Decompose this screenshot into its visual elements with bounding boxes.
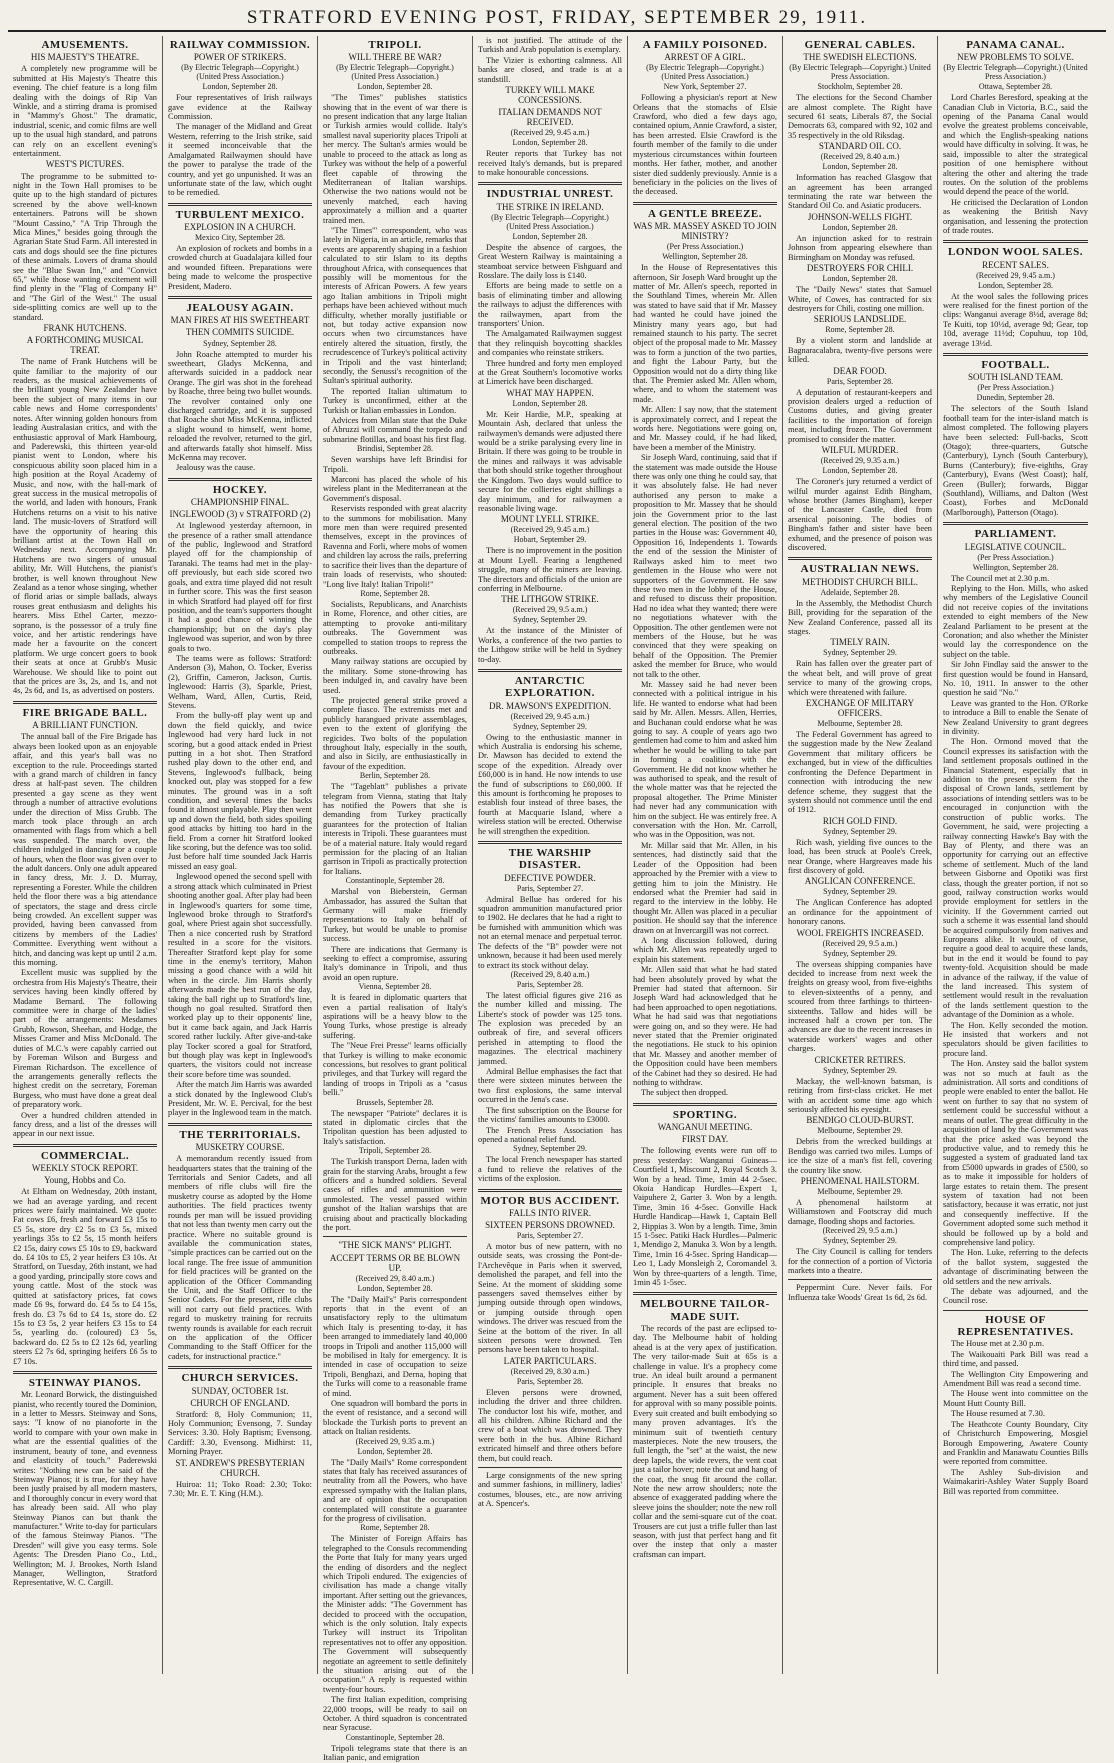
heading-london-wool-sales: LONDON WOOL SALES. xyxy=(947,246,1084,259)
article-paragraph: The annual ball of the Fire Brigade has always been looked upon as an enjoyable affair, and this year's ball was no exception to the rule. Proceedings started with a grand march of children in fancy dress at half-past seven. The children presented a gay scene as they went through a number of attractive evolutions under the direction of Miss Grubb. The march took place through an arch ornamented with flags from which a bell was suspended. The march over, the children indulged in dancing for a couple of hours, when the floor was given over to the adult dancers. Only one adult appeared in fancy dress, Mr. J. D. Murray, representing a Forester. While the children held the floor there was a big attendance of spectators, the stage and dress circle being crowded. An excellent supper was provided, having been canvassed from citizens by members of the Ladies' Committee. Everything went without a hitch, and dancing was kept up until 2 a.m. this morning. xyxy=(13,732,157,968)
subheading: SERIOUS LANDSLIDE. xyxy=(813,314,907,325)
article-paragraph: Mr. Keir Hardie, M.P., speaking at Mountain Ash, declared that unless the railwaymen's demands were adjusted there would be a strike paralysing every line in Britain. If there was going to be trouble in the mines and railways it was advisable that both should strike together throughout the Kingdom. Two days would suffice to secure for the collieries eight shillings a day minimum, and for railwaymen a reasonable living wage. xyxy=(478,409,622,513)
heading-parliament: PARLIAMENT. xyxy=(974,528,1057,541)
heading-fire-brigade-ball: FIRE BRIGADE BALL. xyxy=(22,706,148,719)
article-paragraph: Lord Charles Beresford, speaking at the Canadian Club in Victoria, B.C., said the opening of the Panama Canal would evolve the greatest problems conceivable, and which the English-speaking nations would have difficulty in solving. It was, he said, impossible to alter the strategical position of one hemisphere without altering the other and altering the trade routes. On the solution of the problems would depend the peace of the world. xyxy=(943,93,1088,197)
subheading: A FORTHCOMING MUSICAL TREAT. xyxy=(26,335,144,356)
dateline: London, September 28. xyxy=(822,466,898,476)
divider xyxy=(943,522,1088,525)
dateline: London, September 28. xyxy=(357,1283,433,1293)
article-paragraph: "The Times'" correspondent, who was lately in Nigeria, in an article, remarks that events are apparently shaping in a fashion calculated to stir Islam to its depths throughout Africa, with consequences that possibly will be momentous for the interests of African Powers. A few years ago Italian ambitions in Tripoli might perhaps have been achieved without much difficulty, whether morally justifiable or not, but today active expansion now occurs when two circumstances have entirely altered the situation, firstly, the recrudescence of Turkey's political activity in Tripoli and the vast hinterland; secondly, the Senussi's recognition of the Sultan's spiritual authority. xyxy=(323,225,467,386)
article-paragraph: The following events were run off to press yesterday: Wanganui Guineas—Courtfield 1, Miscount 2, Royal Scotch 3. Won by a head. Time, 1min 44 2-5sec. Okoia Handicap Hurdles—Expert 1, Vaipuhere 2, Garter 3. Won by a length. Time, 3min 16 4-5sec. Gonville Hack Hurdle Handicap—Hawk 1, Captain Bell 2, Hippias 3. Won by a length. Time, 3min 15 1-5sec. Patiki Hack Hurdles—Palmeric 1, Mendigo 2, Manuka 3. Won by a length. Time, 1min 16 4-5sec. Spring Handicap—Leo 1, Lady Monsleigh 2, Coromandel 3. Won by three-quarters of a length. Time, 1min 45 1-5sec. xyxy=(633,1146,777,1287)
article-paragraph: The selectors of the South Island football team for the inter-island match is almost completed. The following players have been selected: Full-backs, Scott (Otago); three-quarters, Gutsche (Canterbury), Lynch (South Canterbury), Burns (Canterbury); five-eighths, Gray (Canterbury), Evans (West Coast); half, Green (Buller); forwards, Biggar (Southland), Williams, and Dalton (West Coast), Forbes and McDonald (Marlborough), Patterson (Otago). xyxy=(943,404,1088,517)
heading-family-poisoned: A FAMILY POISONED. xyxy=(642,39,768,51)
article-paragraph: The City Council is calling for tenders for the connection of a portion of Victoria markets into a theatre. xyxy=(788,1247,932,1275)
divider xyxy=(168,296,312,299)
dateline: Tripoli, September 28. xyxy=(358,1146,432,1156)
subheading: EXCHANGE OF MILITARY OFFICERS. xyxy=(805,697,915,719)
subheading: THE LITHGOW STRIKE. xyxy=(501,594,599,605)
article-paragraph: The "Daily Mail's" Paris correspondent reports that in the event of an unsatisfactory reply to the ultimatum which Italy is presenting to-day, it has been arranged to immediately land 40,000 troops in Tripoli and another 115,000 will be mobilised in Italy for emergency. It is intended in case of occupation to seize Tripoli, Benghazi, and Derna, hoping that the Turks will come to a reasonable frame of mind. xyxy=(323,1294,467,1398)
received-line: (Received 29, 9.5 a.m.) xyxy=(512,605,588,615)
divider xyxy=(633,1103,777,1106)
divider xyxy=(168,1366,312,1369)
article-paragraph: Mr. Allen said that what he had stated had been absolutely proved by what the Premier had stated that afternoon. Sir Joseph Ward had acknowledged that he had been approached to open negotiations. What he had said was that negotiations were going on, and so they were. He had never stated that the Premier originated the negotiations. He stuck to his opinion that Mr. Massey and another member of the Opposition could have been members of the Cabinet had they so desired. He had nothing to withdraw. xyxy=(633,965,777,1088)
article-paragraph: Tripoli telegrams state that there is an Italian panic, and emigration xyxy=(323,1743,467,1763)
subheading: WHAT MAY HAPPEN. xyxy=(506,387,594,398)
heading-football: FOOTBALL. xyxy=(981,359,1050,372)
subheading: CHURCH OF ENGLAND. xyxy=(190,1397,290,1408)
dateline: Rome, September 28. xyxy=(825,325,895,335)
divider xyxy=(13,701,157,704)
received-line: (Received 29, 9.45 a.m.) xyxy=(510,128,590,138)
heading-warship-disaster: THE WARSHIP DISASTER. xyxy=(508,847,592,872)
received-line: (Received 29, 9.35 a.m.) xyxy=(355,1436,435,1446)
divider xyxy=(633,1292,777,1295)
article-paragraph: The French Press Association has opened a national relief fund. xyxy=(478,1125,622,1144)
divider xyxy=(788,1279,932,1280)
article-paragraph: The "Daily News" states that Samuel White, of Cowes, has contracted for six destroyers for Chili, costing one million. xyxy=(788,285,932,313)
article-paragraph: Following a physician's report at New Orleans that the stomachs of Elsie Crawford, who died a few days ago, contained opium, Annie Crawford, a sister, has been arrested. Elsie Crawford is the fourth member of the family to die under mysterious circumstances within fourteen months. Her father, mother, and another sister died suddenly previously. Annie is a beneficiary in the policies on the lives of the deceased. xyxy=(633,93,777,197)
article-paragraph: Mr. Millar said that Mr. Allen, in his sentences, had distinctly said that the Leader of the Opposition had been approached by the Premier with a view to getting him to join the Ministry. He endorsed what the Premier had said in regard to the interview in the lobby. He thought Mr. Allen was placed in a peculiar position. He should say that the inference drawn on at Invercargill was not correct. xyxy=(633,840,777,935)
dateline: Paris, September 27. xyxy=(516,1230,584,1240)
subheading: DESTROYERS FOR CHILI. xyxy=(806,263,914,274)
dateline: Sydney, September 29. xyxy=(823,1065,897,1075)
article-paragraph: Admiral Bellue has ordered for his squadron ammunition manufactured prior to 1902. He declares that he had a right to be furnished with ammunition which was not an eternal menace and perpetual terror. The defects of the "B" powder were not unknown, because it had been used merely to extract its stock without delay. xyxy=(478,894,622,970)
dateline: Berlin, September 28. xyxy=(359,771,431,781)
article-paragraph: From the bully-off play went up and down the field quickly, and twice Inglewood had very hard luck in not scoring, but a good attack ended in Priest putting in a hot shot. Then Stratford rushed play down to the other end, and Stevens, Inglewood's fullback, being knocked out, play was stopped for a few minutes. The ground was in a soft condition, and several times the backs found it almost unplayable. Play then went up and down the field, both sides spoiling good attacks by hitting too hard in the field. From a corner hit Stratford looked like scoring, but the defence was too solid. Just before half time sounded Jack Harris missed an easy goal. xyxy=(168,711,312,871)
article-paragraph: At the wool sales the following prices were realised for the finest portion of the clips: Wanganui average 8½d, average 8d; Te Kuiti, top 10½d, average 9d; Gear, top 10d, average 11½d; Copuhuu, top 10d, average 13½d. xyxy=(943,291,1088,348)
article-paragraph: The debate was adjourned, and the Council rose. xyxy=(943,1287,1088,1306)
subheading: STANDARD OIL CO. xyxy=(818,141,902,152)
heading-hockey: HOCKEY. xyxy=(212,483,268,496)
article-paragraph: The House went into committee on the Mount Hutt County Bill. xyxy=(943,1389,1088,1408)
article-paragraph: Stratford: 8, Holy Communion; 11, Holy Communion; Evensong, 7. Sunday Services: 3.30. Holy Baptism; Evensong. Cardiff: 3.30, Evensong. Midhirst: 11, Morning Prayer. xyxy=(168,1409,312,1457)
subheading: DEAR FOOD. xyxy=(833,365,887,376)
subheading: EXPLOSION IN A CHURCH. xyxy=(184,222,296,233)
heading-commercial: COMMERCIAL. xyxy=(40,1149,130,1162)
subheading: A BRILLIANT FUNCTION. xyxy=(32,720,138,731)
article-paragraph: The Hon. Anstey said the ballot system was not so much at fault as the administration. All sorts and conditions of people were enabled to enter the ballot. He went on further to say that no system of settlement could be successful without a means of outlet. The great difficulty in the acquisition of land by the Government was that the price asked was beyond the productive value, and to remedy this he suggested a system of graduated land tax from £5000 upwards in grades of £500, so as to make it impossible for holders of large estates to retain them. The present system of taxation had not been satisfactory, because it was erratic, not just and consequently ineffective. If the Government adopted some such method it should be followed up by a bold and comprehensive land policy. xyxy=(943,1059,1088,1247)
subheading: THE STRIKE IN IRELAND. xyxy=(496,201,604,212)
subheading: CHAMPIONSHIP FINAL. xyxy=(190,497,290,508)
article-paragraph: A long discussion followed, during which Mr. Allen was repeatedly urged to explain his statement. xyxy=(633,935,777,964)
subheading: FALLS INTO RIVER. xyxy=(509,1207,591,1218)
advertisement: Large consignments of the new spring and summer fashions, in millinery, ladies' costumes, blouses, etc., are now arriving at A. Spencer's. xyxy=(478,1471,622,1509)
subheading: RECENT SALES. xyxy=(982,259,1049,270)
subheading: SUNDAY, OCTOBER 1st. xyxy=(191,1385,289,1396)
subheading: PHENOMENAL HAILSTORM. xyxy=(800,1176,920,1186)
article-paragraph: Sir Joseph Ward, continuing, said that if the statement was made outside the House there was only one thing he could say, that it was absolutely false. He had never authorised any person to make a proposition to Mr. Massey that he should join the Government prior to the last general election. The position of the two parties in the House was: Government 40, Opposition 16, Independents 1. Towards the end of the session the Minister of Railways asked him to meet two gentlemen in the House who were not supporters of the Government. He saw these two men in the lobby of the House, and refused to discuss their proposition. Had no idea what they wanted; there were no negotiations whatever with the Opposition. The other gentlemen were not members of the House, but he was convinced that they were speaking on behalf of the Opposition. The Premier asked the member for Bruce, who would not talk to the other. xyxy=(633,453,777,679)
article-paragraph: The reported Italian ultimatum to Turkey is unconfirmed, either at the Turkish or Italian embassies in London. xyxy=(323,386,467,415)
article-paragraph: Information has reached Glasgow that an agreement has been arranged terminating the rate war between the Standard Oil Co. and Asiatic producers. xyxy=(788,173,932,211)
article-paragraph: The name of Frank Hutchens will be quite familiar to the majority of our readers, as the musical achievements of the brilliant young New Zealander have been the subject of many items in our cable news and Home correspondents' notes. After winning golden honours from leading Australasian critics, and with the enthusiastic approval of Mark Hambourg, and Paderewski, this thirteen year-old pianist went to London, where his conspicuous ability soon placed him in a high position at the Royal Academy of Music, and now, with the hall-mark of great success in the musical metropolis of the world, and laden with honours, Frank Hutchens returns on a visit to his native land. The music-lovers of Stratford will have the opportunity of hearing this brilliant artist at the Town Hall on Wednesday next. Accompanying Mr. Hutchens are two singers of unusual ability, Mr. Will Hutchens, the pianist's brother, is well known throughout New Zealand as a tenor whose singing, whether of florid arias or simple ballads, always rouses great enthusiasm and delights his hearers. Miss Ethel Carter, mezzo-soprano, is the possessor of a truly fine voice, and her artistic renderings have made her a favourite on the concert platform. We urge concert goers to book their seats at once at Grubb's Music Warehouse. We should like to point out that the prices are 3s, 2s, and 1s, and not 4s, 2s 6d, and 1s, as advertised on posters. xyxy=(13,357,157,696)
columns xyxy=(8,36,1106,1763)
article-paragraph: In the Assembly, the Methodist Church Bill, providing for the separation of the New Zealand Conference, passed all its stages. xyxy=(788,598,932,636)
article-paragraph: At the instance of the Minister of Works, a conference of the two parties to the Lithgow strike will be held in Sydney to-day. xyxy=(478,626,622,664)
article-paragraph: The "Tageblatt" publishes a private telegram from Vienna, stating that Italy has notified the Powers that she is demanding from Turkey practically guarantees for the protection of Italian interests in Tripoli. These guarantees must be of a material nature. Italy would regard permission for the placing of an Italian garrison in Tripoli as practically protection for Italians. xyxy=(323,782,467,876)
article-paragraph: Marconi has placed the whole of his wireless plant in the Mediterranean at the Government's disposal. xyxy=(323,475,467,503)
heading-territorials: THE TERRITORIALS. xyxy=(179,1128,301,1141)
subheading: CRICKETER RETIRES. xyxy=(814,1054,906,1065)
dateline: Brussels, September 28. xyxy=(356,1097,434,1107)
heading-house-of-representatives: HOUSE OF REPRESENTATIVES. xyxy=(957,1313,1074,1339)
article-paragraph: Efforts are being made to settle on a basis of eliminating timber and allowing the railways to adjust the differences with the railwaymen, apart from the transporters' Union. xyxy=(478,281,622,328)
dateline: Mexico City, September 28. xyxy=(195,233,285,243)
article-paragraph: He criticised the Declaration of London as weakening the British Navy organisation, and lessening the protection of trade routes. xyxy=(943,197,1088,235)
received-line: (Received 29, 9.5 a.m.) xyxy=(822,938,898,948)
dateline: New York, September 27. xyxy=(663,82,747,92)
article-paragraph: Debris from the wrecked buildings at Bendigo was carried two miles. Lumps of ice the size of a man's fist fell, covering the country like snow. xyxy=(788,1137,932,1175)
article-paragraph: After the match Jim Harris was awarded a stick donated by the Inglewood Club's President, Mr. W. E. Percival, for the best player in the Inglewood team in the match. xyxy=(168,1080,312,1118)
article-paragraph: Many railway stations are occupied by the military. Some stone-throwing has been indulged in, and cavalry have been used. xyxy=(323,657,467,695)
column-3 xyxy=(318,36,473,1763)
subheading: NEW PROBLEMS TO SOLVE. xyxy=(957,52,1074,63)
subheading: DEFECTIVE POWDER. xyxy=(504,872,596,883)
dateline: Sydney, September 29. xyxy=(513,615,587,625)
article-paragraph: The latest official figures give 216 as the number killed and missing. The Liberte's stock of powder was 125 tons. The explosion was preceded by an outbreak of fire, and several officers perished in attempting to flood the magazines. The electrical machinery jammed. xyxy=(478,990,622,1066)
advertisement: Peppermint Cure. Never fails. For Influenza take Woods' Great 1s 6d, 2s 6d. xyxy=(788,1283,932,1302)
dateline: London, September 28. xyxy=(357,1446,433,1456)
article-paragraph: The subject then dropped. xyxy=(641,1088,728,1098)
article-paragraph: A deputation of restaurant-keepers and provision dealers urged a reduction of Customs duties, and giving greater facilities to the importation of foreign meat, including frozen. The Government promised to consider the matter. xyxy=(788,387,932,444)
article-paragraph: At Eltham on Wednesday, 20th instant, we had an average yarding, and recent prices were fairly maintained. We quote: Fat cows £6, fresh and forward £3 15s to £5 5s, store dry £2 5s to £3 5s, mixed yearlings 35s to £2 5s, 15 month heifers £2 15s, dairy cows £5 10s to £9, backward do. £4 10s to £5, 2 year heifers £3 10s. At Stratford, on Tuesday, 26th instant, we had a good yarding, principally store cows and young cattle. Most of the stock was quitted at satisfactory prices, fat cows made £6 9s, forward do. £4 5s to £4 15s, fresh do. £3 7s 6d to £4 1s, store do. £2 15s to £3 5s, 2 year heifers £3 15s to £4 5s, yearling do. (coloured) £3 5s, backward do. £2 5s to £2 12s 6d, yearling steers £2 7s 6d, springing heifers £6 5s to £7 10s. xyxy=(13,1187,157,1366)
heading-jealousy-again: JEALOUSY AGAIN. xyxy=(186,302,294,315)
dateline: Paris, September 28. xyxy=(516,1376,584,1386)
article-paragraph: Admiral Bellue emphasises the fact that there were sixteen minutes between the two first explosions, the same interval occurred in the Jena's case. xyxy=(478,1067,622,1105)
dateline: Paris, September 28. xyxy=(516,979,584,989)
article-paragraph: One squadron will bombard the ports in the event of resistance, and a second will blockade the Turkish ports to prevent an attack on Italian residents. xyxy=(323,1399,467,1437)
received-line: (Received 29, 8.40 a.m.) xyxy=(355,1273,435,1283)
article-paragraph: Four representatives of Irish railways gave evidence at the Railway Commission. xyxy=(168,93,312,122)
divider xyxy=(168,203,312,206)
article-paragraph: Mr. Massey said he had never been connected with a political intrigue in his life. He wanted to endorse what had been said by Mr. Allen. Messrs. Allen, Herries, and Buchanan could endorse what he was going to say. A couple of years ago two gentlemen had come to him and asked him whether he would be willing to take part in forming a coalition with the Government. He did not know whether he was authorised to speak, and the result of the whole matter was that he rejected the proposal altogether. The Prime Minister had never had any communication with him on the subject. He was entirely free. A conversation with the Hon. Mr. Carroll, who was in the Opposition, was not. xyxy=(633,679,777,840)
dateline: London, September 28. xyxy=(822,274,898,284)
dateline: Melbourne, September 29. xyxy=(817,1187,903,1197)
credit-line: (By Electric Telegraph—Copyright.) (United Press Association.) xyxy=(943,63,1088,82)
credit-line: (By Electric Telegraph—Copyright.) (United Press Association.) xyxy=(181,63,299,82)
article-paragraph: Mr. Leonard Borwick, the distinguished pianist, who recently toured the Dominion, in a letter to Messrs. Steinway and Sons, says: "I know of no pianoforte in the world to compare with your own make in what are the essential qualities of the instrument, beauty of tone, and evenness and elasticity of touch." Paderewski writes: "Nothing new can be said of the Steinway Pianos; it is true, for they have been justly praised by all modern masters, and I thoroughly concur in every word that has already been said. All who play Steinway Pianos can but thank the manufacturer." Write to-day for particulars of the famous Steinway Pianos. "The Dresden" will give you easy terms. Sole Agents: The Dresden Piano Co., Ltd., Wellington; M. J. Brookes, North Island Manager, Wellington, Stratford Representative, W. C. Cargill. xyxy=(13,1390,157,1588)
article-paragraph: The projected general strike proved a complete fiasco. The extremists met and publicly harangued private assemblages, even to the extent of glorifying the regicides. Two bolts of the population throughout Italy, especially in the south, and also in Sicily, are enthusiastically in favour of the expedition. xyxy=(323,695,467,771)
dateline: Brindisi, September 28. xyxy=(357,444,433,454)
column-7 xyxy=(938,36,1093,1674)
divider xyxy=(323,1236,467,1237)
subheading: POWER OF STRIKERS. xyxy=(193,52,287,63)
article-paragraph: There are indications that Germany is seeking to effect a compromise, assuring Italy's dominance in Tripoli, and thus avoid an open rupture. xyxy=(323,944,467,982)
dateline: Wellington, September 28. xyxy=(662,252,748,262)
heading-gentle-breeze: A GENTLE BREEZE. xyxy=(647,207,763,220)
heading-tripoli: TRIPOLI. xyxy=(368,39,422,51)
divider xyxy=(478,669,622,672)
dateline: Paris, September 28. xyxy=(826,376,894,386)
article-paragraph: The Minister of Foreign Affairs has telegraphed to the Consuls recommending the Porte that Italy for many years urged the ending of disorders and the neglect which Tripoli endured. The exigencies of civilisation has made a change vitally important. After setting out the grievances, the Minister adds: "The Government has decided to proceed with the occupation, which is the only solution. Italy expects Turkey will instruct its Tripolitan representatives not to offer any opposition. The Government will subsequently negotiate an agreement to settle definitely the situation arising out of the occupation." A reply is requested within twenty-four hours. xyxy=(323,1534,467,1694)
article-paragraph: Despite the absence of cargoes, the Great Western Railway is maintaining a steamboat service between Fishguard and Rosslare. The daily loss is £140. xyxy=(478,242,622,280)
subheading: HIS MAJESTY'S THEATRE. xyxy=(30,52,140,63)
subheading: THEN COMMITS SUICIDE. xyxy=(185,327,295,338)
dateline: Melbourne, September 29. xyxy=(817,1126,903,1136)
article-paragraph: It is feared in diplomatic quarters that even a partial realisation of Italy's aspirations will be a heavy blow to the Young Turks, whose prestige is already suffering. xyxy=(323,993,467,1040)
subheading: ANGLICAN CONFERENCE. xyxy=(804,876,916,887)
heading-railway-commission: RAILWAY COMMISSION. xyxy=(169,39,311,51)
subheading: DR. MAWSON'S EXPEDITION. xyxy=(489,700,611,711)
article-paragraph: Rich wash, yielding five ounces to the load, has been struck at Poole's Creek, near Orange, where Hargreaves made his first discovery of gold. xyxy=(788,837,932,875)
article-paragraph: The Anglican Conference has adopted an ordinance for the appointment of honorary canons. xyxy=(788,898,932,927)
article-paragraph: The Amalgamated Railwaymen suggest that they relinquish boycotting shackles and companies who reinstate strikers. xyxy=(478,329,622,358)
article-paragraph: A completely new programme will be submitted at His Majesty's Theatre this evening. The chief feature is a long film dealing with the doings of Rip Van Winkle, and a stirring drama is promised in "Mammy's Ghost." The dramatic, industrial, scenic, and comic films are well up to the usual high standard, and patrons can rely on an excellent evening's entertainment. xyxy=(13,64,157,159)
article-paragraph: Eleven persons were drowned, including the driver and three children. The conductor lost his wife, mother, and all his children. Albine Richard and the crew of a boat which was drowned. They were both in the bus. Albine Richard extricated himself and three others before them, but could reach. xyxy=(478,1387,622,1463)
article-paragraph: The Heathcote County Boundary, City of Christchurch Empowering, Mosgiel Borough Empowering, Awatere County and Franklin and Manawatu Counties Bills were reported from committee. xyxy=(943,1419,1088,1467)
credit-line: (Per Press Association.) xyxy=(666,242,744,252)
dateline: Sydney, September 29. xyxy=(823,648,897,658)
article-paragraph: The overseas shipping companies have decided to increase from next week the freights on greasy wool, from five-eighths to eleven-sixteenths of a penny, and scoured from three farthings to thirteen-sixteenths. Tallow and hides will be increased half a crown per ton. The advances are due to the recent increases in waterside workers' wages and other charges. xyxy=(788,959,932,1054)
divider xyxy=(168,1123,312,1126)
dateline: Sydney, September 29. xyxy=(513,1144,587,1154)
credit-line: (By Electric Telegraph—Copyright.) (United Press Association.) xyxy=(646,63,764,82)
dateline: Paris, September 27. xyxy=(516,883,584,893)
subheading: METHODIST CHURCH BILL. xyxy=(801,576,919,587)
subheading: INGLEWOOD (3) v STRATFORD (2) xyxy=(169,509,311,520)
dateline: Melbourne, September 28. xyxy=(817,719,903,729)
article-paragraph: In the House of Representatives this afternoon, Sir Joseph Ward brought up the matter of Mr. Allen's speech, reported in the Southland Times, wherein Mr. Allen was stated to have said that if Mr. Massey had wanted he could have joined the Ministry many years ago, but had remained staunch to his party. The secret object of the proposal made to Mr. Massey was to form a junction of the two parties, and fight the Labour Party, but the Opposition would not do a dirty thing like that. The Premier asked Mr. Allen whom, where, and to whom the statement was made. xyxy=(633,263,777,404)
article-paragraph: The manager of the Midland and Great Western, referring to the Irish strike, said it seemed inconceivable that the Amalgamated Railwaymen should have the power to paralyse the trade of the country, and yet go unpunished. It was an unfortunate state of the law, which ought to be remedied. xyxy=(168,122,312,198)
article-paragraph: Jealousy was the cause. xyxy=(176,463,256,473)
divider xyxy=(943,353,1088,356)
subheading: RICH GOLD FIND. xyxy=(822,815,898,826)
article-paragraph: An injunction asked for to restrain Johnson from appearing elsewhere than Birmingham on Monday was refused. xyxy=(788,233,932,262)
divider xyxy=(168,478,312,481)
dateline: Vienna, September 28. xyxy=(358,982,432,992)
masthead: STRATFORD EVENING POST, FRIDAY, SEPTEMBER 29, 1911. xyxy=(8,6,1106,32)
article-paragraph: The programme to be submitted to-night in the Town Hall promises to be quite up to the high standard of pictures screened by the above well-known entertainers. Patrons will be shown "Mount Cassino," "A Trip Through the Mica Mines," besides going through the Agrarian State Stud Farm. All interested in cats and dogs should see the fine pictures of these animals. Lovers of drama should see the "Blue Swan Inn," and "Convict 65," while those wanting excitement will find plenty in the "Flag of Company H" and "The Girl of the West." The usual side-splitting comics are well up to the standard. xyxy=(13,171,157,322)
article-paragraph: Replying to the Hon. Mills, who asked why members of the Legislative Council did not receive copies of the invitations extended to eight members of the New Zealand Parliament to be present at the Coronation; and also whether the Minister would lay the correspondence on the subject on the table. xyxy=(943,583,1088,659)
dateline: Hobart, September 29. xyxy=(513,535,587,545)
article-paragraph: A motor bus of new pattern, with no outside seats, was crossing the Pont-de-l'Archevêque in Paris when it swerved, demolished the parapet, and fell into the Seine. At the moment of skidding some passengers saved themselves either by jumping outside through open windows, or jumping outside through open windows. The driver was rescued from the Seine at the bottom of the river. In all sixteen persons were drowned. Ten persons have been taken to hospital. xyxy=(478,1241,622,1355)
article-paragraph: The House met at 2.30 p.m. xyxy=(951,1339,1045,1349)
article-paragraph: is not justified. The attitude of the Turkish and Arab population is exemplary. xyxy=(478,36,622,55)
article-paragraph: The Hon. Luke, referring to the defects of the ballot system, suggested the advantage of discriminating between the old settlers and the new arrivals. xyxy=(943,1248,1088,1286)
article-paragraph: The Vizier is exhorting calmness. All banks are closed, and trade is at a standstill. xyxy=(478,55,622,84)
article-paragraph: There is no improvement in the position at Mount Lyell. Fearing a lengthened struggle, many of the miners are leaving. The directors and officials of the union are conferring in Melbourne. xyxy=(478,546,622,593)
subheading: LEGISLATIVE COUNCIL. xyxy=(964,541,1067,552)
subheading: MOUNT LYELL STRIKE. xyxy=(500,514,600,525)
column-5 xyxy=(628,36,783,1674)
article-paragraph: The "Daily Mail's" Rome correspondent states that Italy has received assurances of neutrality from all the Powers, who have expressed sympathy with the Italian plans, and are of opinion that the occupation contemplated will constitute a guarantee for the progress of civilisation. xyxy=(323,1457,467,1523)
article-paragraph: Advices from Milan state that the Duke of Abruzzi will command the torpedo and submarine flotillas, and boast his first flag. xyxy=(323,416,467,444)
heading-turbulent-mexico: TURBULENT MEXICO. xyxy=(175,208,305,221)
article-paragraph: The newspaper "Patriote" declares it is stated in diplomatic circles that the Tripolitan question has been adjusted to Italy's satisfaction. xyxy=(323,1108,467,1146)
article-paragraph: The Coroner's jury returned a verdict of wilful murder against Edith Bingham, whose brother (James Bingham), keeper of the Lancaster Castle, died from arsenical poisoning. The bodies of Bingham's father and sister have been exhumed, and the presence of poison was discovered. xyxy=(788,477,932,552)
subheading: WANGANUI MEETING. xyxy=(657,1122,753,1133)
subheading: TIMELY RAIN. xyxy=(830,637,890,648)
dateline: Rome, September 28. xyxy=(360,588,430,598)
dateline: London, September 28. xyxy=(822,222,898,232)
article-paragraph: Inglewood opened the second spell with a strong attack which culminated in Priest shooting another goal. After play had been in Inglewood's quarters for some time, Inglewood broke through to Stratford's goal, where Priest again shot successfully. Then a nice concerted rush by Stratford resulted in a score for the visitors. Thereafter Stratford kept play for some time in the enemy's territory, Mahon missing a good chance with a wild hit when in the circle. Jim Harris shortly afterwards made the best run of the day, taking the ball right up to Stratford's line, though no goal resulted. Stratford then worked play up to their opponents' line, but it came back again, and Jack Harris scored rather luckily. After give-and-take play Tocker scored a goal for Stratford, but though play was kept in Inglewood's quarters, the visitors could not increase their score before time was sounded. xyxy=(168,872,312,1079)
subheading: WAS MR. MASSEY ASKED TO JOIN MINISTRY? xyxy=(633,221,777,242)
article-paragraph: "The Times" publishes statistics showing that in the event of war there is no present indication that any large Italian or Turkish armies would collide. Italy's smallest naval superiority places Tripoli at her mercy. The Sultan's armies would be unable to proceed to the attack as long as Turkey was without the help of a powerful fleet capable of throwing the Mediterranean of Italian warships. Otherwise the two nations would not be unevenly matched, each having approximately a million and a quarter trained men. xyxy=(323,93,467,225)
credit-line: (Per Press Association.) xyxy=(977,383,1054,393)
subheading: JOHNSON-WELLS FIGHT. xyxy=(807,211,913,222)
article-paragraph: Reservists responded with great alacrity to the summons for mobilisation. Many more men than were required presented themselves, except in the provinces of Ravenna and Forli, where mobs of women and children lay across the rails, preferring to sacrifice their lives than the departure of train loads of reservists, who shouted: "Long live Italy! Italian Tripoli!" xyxy=(323,504,467,589)
article-paragraph: The "Neue Frei Presse" learns officially that Turkey is willing to make economic concessions, but resolves to grant political privileges, and that Turkey will regard the landing of troops in Tripoli as a "casus belli." xyxy=(323,1041,467,1098)
article-paragraph: The House resumed at 7.30. xyxy=(951,1409,1045,1419)
subheading: WEEKLY STOCK REPORT. xyxy=(31,1163,139,1174)
subheading: TURKEY WILL MAKE CONCESSIONS. xyxy=(505,85,595,106)
received-line: (Received 29, 9.45 a.m.) xyxy=(510,525,590,535)
dateline: London, September 28. xyxy=(512,231,588,241)
dateline: Dunedin, September 28. xyxy=(976,393,1055,403)
divider xyxy=(478,182,622,185)
article-paragraph: Sir John Findlay said the answer to the first question would be found in Hansard, No. 10, 1911. In answer to the other question he said "No." xyxy=(943,660,1088,698)
article-paragraph: John Roache attempted to murder his sweetheart, Gladys McKenna, and afterwards suicided in a paddock near Orange. The girl was shot in the forehead by Roache, three being two bullet wounds. The revolver contained only one discharged cartridge, and it is supposed that Roache shot Miss McKenna, inflicted a slight wound to himself, went home, reloaded the revolver, returned to the girl, and afterwards fatally shot himself. Miss McKenna may recover. xyxy=(168,349,312,462)
subheading: WILFUL MURDER. xyxy=(821,445,899,456)
article-paragraph: An explosion of rockets and bombs in a crowded church at Guadalajara killed four and wounded fifteen. Preparations were being made to welcome the prospective President, Madero. xyxy=(168,244,312,291)
subheading: ITALIAN DEMANDS NOT RECEIVED. xyxy=(498,107,602,128)
heading-motor-bus-accident: MOTOR BUS ACCIDENT. xyxy=(480,1194,620,1207)
heading-australian-news: AUSTRALIAN NEWS. xyxy=(800,563,920,576)
article-paragraph: The Wellington City Empowering and Amendment Bill was read a second time. xyxy=(943,1369,1088,1389)
credit-line: (By Electric Telegraph—Copyright.) (United Press Association.) xyxy=(491,212,609,231)
dateline: Adelaide, September 28. xyxy=(820,587,900,597)
subheading: MUSKETRY COURSE. xyxy=(195,1142,285,1153)
article-paragraph: By a violent storm and landslide at Bagnaracalabra, twenty-five persons were killed. xyxy=(788,336,932,365)
credit-line: (By Electric Telegraph—Copyright.) United Press Association. xyxy=(789,63,931,82)
article-paragraph: The local French newspaper has started a fund to relieve the relatives of the victims of the explosion. xyxy=(478,1155,622,1184)
article-paragraph: A phenomenal hailstorm at Williamstown and Footscray did much damage, flooding shops and factories. xyxy=(788,1198,932,1226)
divider xyxy=(788,557,932,560)
heading-sporting: SPORTING. xyxy=(672,1108,738,1121)
article-paragraph: Marshal von Bieberstein, German Ambassador, has assured the Sultan that Germany will make friendly representations to Italy on behalf of Turkey, but would be unable to promise success. xyxy=(323,887,467,944)
article-paragraph: The Turkish transport Derna, laden with grain for the starving Arabs, brought a few officers and a hundred soldiers. Several cases of rifles and ammunition were unmolested. The vessel passed within gunshot of the Italian warships that are cruising about and practically blockading the port. xyxy=(323,1157,467,1233)
article-paragraph: Over a hundred children attended in fancy dress, and a list of the dresses will appear in our next issue. xyxy=(13,1110,157,1139)
column-1 xyxy=(8,36,163,1674)
credit-line: (Per Press Association.) xyxy=(977,552,1054,562)
subheading: WEST'S PICTURES. xyxy=(45,159,125,170)
received-line: (Received 29, 8.40 a.m.) xyxy=(510,969,590,979)
heading-panama-canal: PANAMA CANAL. xyxy=(966,39,1065,51)
subheading: ACCEPT TERMS OR BE BLOWN UP. xyxy=(329,1252,461,1273)
divider xyxy=(633,202,777,205)
article-paragraph: Mackay, the well-known batsman, is retiring from first-class cricket. He met with an accident some time ago which seriously affected his eyesight. xyxy=(788,1076,932,1114)
received-line: (Received 29, 8.30 a.m.) xyxy=(510,1366,590,1376)
divider xyxy=(478,1189,622,1192)
subheading: MAN FIRES AT HIS SWEETHEART xyxy=(170,315,310,326)
article-paragraph: The elections for the Second Chamber are almost complete. The Right have secured 61 seats, Liberals 87, the Social Democrats 63, compared with 92, 102 and 35 respectively in the old Riksdag. xyxy=(788,93,932,140)
subheading: ARREST OF A GIRL. xyxy=(664,52,746,63)
heading-industrial-unrest: INDUSTRIAL UNREST. xyxy=(486,188,614,201)
subheading: SIXTEEN PERSONS DROWNED. xyxy=(485,1219,615,1230)
subheading: FIRST DAY. xyxy=(681,1134,729,1145)
subheading: Young, Hobbs and Co. xyxy=(44,1175,126,1186)
dateline: Sydney, September 29. xyxy=(823,1236,897,1246)
article-paragraph: Owing to the enthusiastic manner in which Australia is endorsing his scheme, Dr. Mawson has decided to extend the scope of the expedition. Already over £60,000 is in hand. He now intends to use the fund of subscriptions to £60,000. If this amount is forthcoming he proposes to establish four instead of three bases, the fourth at Macquarie Island, where a wireless station will be erected. Otherwise he will strengthen the expedition. xyxy=(478,732,622,836)
received-line: (Received 29, 9.5 a.m.) xyxy=(822,1226,898,1236)
divider xyxy=(478,841,622,844)
divider xyxy=(13,1371,157,1374)
heading-church-services: CHURCH SERVICES. xyxy=(181,1372,299,1385)
divider xyxy=(943,240,1088,243)
article-paragraph: The Hon. Kelly seconded the motion. He insisted that workers and not speculators should be given facilities to procure land. xyxy=(943,1020,1088,1058)
credit-line: (By Electric Telegraph—Copyright.) (United Press Association.) xyxy=(336,63,454,82)
dateline: Rome, September 28. xyxy=(360,1523,430,1533)
column-6 xyxy=(783,36,938,1674)
dateline: Wellington, September 28. xyxy=(972,562,1059,572)
article-paragraph: A memorandum recently issued from headquarters states that the training of the Territorials and Senior Cadets, and all members of rifle clubs will fire the musketry course as adopted by the Home authorities. The field practices twenty rounds per man will be issued providing that not less than twenty men carry out the practice. Where no suitable ground is available the communication states, "simple practices can be carried out on the local range. The free issue of ammunition for field practices will be granted on the application of the Officer Commanding the Unit, and the Staff Officer to the Senior Cadets. For the present, rifle clubs will not carry out field practices. With regard to musketry training for recruits twenty rounds is available for each recruit on the application of the Officer Commanding to the Staff Officer for the cadets, for instructional practice." xyxy=(168,1154,312,1361)
heading-antarctic-exploration: ANTARCTIC EXPLORATION. xyxy=(505,674,595,700)
dateline: London, September 28. xyxy=(512,398,588,408)
heading-tailor-made-suit: MELBOURNE TAILOR-MADE SUIT. xyxy=(640,1298,770,1323)
article-paragraph: The Waikouaiti Park Bill was read a third time, and passed. xyxy=(943,1349,1088,1369)
received-line: (Received 29, 9.45 a.m.) xyxy=(976,270,1055,280)
divider xyxy=(13,1144,157,1147)
dateline: Sydney, September 29. xyxy=(823,887,897,897)
article-paragraph: Leave was granted to the Hon. O'Rorke to introduce a Bill to enable the Senate of New Zealand University to grant degrees in divinity. xyxy=(943,698,1088,737)
dateline: London, September 28. xyxy=(512,138,588,148)
subheading: SOUTH ISLAND TEAM. xyxy=(967,372,1064,383)
dateline: London, September 28. xyxy=(357,82,433,92)
article-paragraph: Huiroa: 11; Toko Road: 2.30; Toko: 7.30; Mr. E. T. King (H.M.). xyxy=(168,1479,312,1499)
article-paragraph: Socialists, Republicans, and Anarchists in Rome, Florence, and other cities, are attempting to provoke anti-military outbreaks. The Government was compelled to station troops to repress the outbreaks. xyxy=(323,599,467,656)
dateline: Sydney, September 29. xyxy=(823,826,897,836)
dateline: Sydney, September 29. xyxy=(513,721,587,731)
received-line: (Received 29, 9.45 a.m.) xyxy=(510,711,590,721)
dateline: Constantinople, September 28. xyxy=(345,1732,445,1742)
subheading: LATER PARTICULARS. xyxy=(503,1355,597,1366)
divider xyxy=(478,1467,622,1468)
article-paragraph: Excellent music was supplied by the orchestra from His Majesty's Theatre, their services having been kindly offered by Madame Bernard. The following committee were in charge of the ladies' part of the arrangements: Mesdames Grubb, Rowson, Sheehan, and Hodge, the Misses Cramer and Miss McDonald. The duties of M.C.'s were capably carried out by Foreman Wilson and Burgess and Fireman Richardson. The excellence of the arrangements generally reflects the highest credit on the secretary, Foreman Burgess, who must have done a great deal of preparatory work. xyxy=(13,968,157,1110)
column-2 xyxy=(163,36,318,1674)
article-paragraph: The Ashley Sub-division and Waimakariri-Ashley Water Supply Board Bill was reported from committee. xyxy=(943,1467,1088,1496)
dateline: London, September 28. xyxy=(977,280,1054,290)
subheading: THE SWEDISH ELECTIONS. xyxy=(803,52,917,63)
dateline: London, September 28. xyxy=(822,162,898,172)
heading-amusements: AMUSEMENTS. xyxy=(41,39,129,51)
subheading: BENDIGO CLOUD-BURST. xyxy=(806,1115,914,1126)
column-4 xyxy=(473,36,628,1674)
subheading: ST. ANDREW'S PRESBYTERIAN CHURCH. xyxy=(175,1457,305,1478)
subheading: WILL THERE BE WAR? xyxy=(348,52,442,63)
divider xyxy=(943,1310,1088,1311)
subheading: "THE SICK MAN'S" PLIGHT. xyxy=(338,1240,452,1251)
article-paragraph: The Council met at 2.30 p.m. xyxy=(951,573,1050,583)
received-line: (Received 29, 9.35 a.m.) xyxy=(820,456,900,466)
article-paragraph: At Inglewood yesterday afternoon, in the presence of a rather small attendance of the public, Inglewood and Stratford played off for the championship of Taranaki. The teams had met in the play-off previously, but each side scored two goals, and extra time played did not result in further score. This was the first season in which Stratford had played off for first position, and the team's supporters thought it had a good chance of winning the championship; but on the day's play Inglewood was superior, and won by three goals to two. xyxy=(168,521,312,653)
dateline: Constantinople, September 28. xyxy=(345,876,445,886)
article-paragraph: Reuter reports that Turkey has not received Italy's demands, but is prepared to make honourable concessions. xyxy=(478,149,622,178)
dateline: Sydney, September 29. xyxy=(823,948,897,958)
article-paragraph: The first Italian expedition, comprising 22,000 troops, will be ready to sail on October. A third squadron is concentrated near Syracuse. xyxy=(323,1695,467,1733)
dateline: Sydney, September 28. xyxy=(203,338,277,348)
advertisement: The records of the past are eclipsed to-day. The Melbourne habit of holding ahead is at the very apex of justification. The very tailor-made Suit at 65s is a challenge in value. It's a prophecy come true. An ideal built around a permanent principle. It ensures that breaks no argument. Never has a suit been offered for approval with so many possible points. Every suit created and built embodying so many proven advantages. It's the minimum suit of twentieth century masterpieces. Note the new trousers, the full length, the "set" at the waist, the new deep lapels, the wide revers, the vent coat just a tailor hover; note the cut and hang of the coat, the snug fit around the collar. Note the new arrow shoulders; note the absence of exaggerated padding where the sleeve joins the shoulder; note the new roll collar and the semi-square cut of the coat. Trousers are cut just a trifle fuller than last season, with just that perfect hang and fit over the instep that only a master craftsman can impart. xyxy=(633,1324,777,1559)
dateline: Stockholm, September 28. xyxy=(817,82,903,92)
article-paragraph: Mr. Allen: I say now, that the statement is approximately correct, and I repeat the words here. Negotiations were going on, and Mr. Massey could, if he had liked, have been a member of the Ministry. xyxy=(633,405,777,452)
heading-steinway-pianos: STEINWAY PIANOS. xyxy=(28,1376,142,1389)
article-paragraph: Seven warships have left Brindisi for Tripoli. xyxy=(323,455,467,474)
article-paragraph: The Federal Government has agreed to the suggestion made by the New Zealand Government that military officers be exchanged, but in view of the difficulties confronting the Defence Department in connection with introducing the new defence scheme, they suggest that the system should not commence until the end of 1912. xyxy=(788,730,932,815)
received-line: (Received 29, 8.40 a.m.) xyxy=(820,152,900,162)
subheading: FRANK HUTCHENS. xyxy=(43,323,127,334)
article-paragraph: The teams were as follows: Stratford: Anderson (3), Mahon, O. Tocker, Everiss (2), Griffin, Cameron, Jackson, Curtis. Inglewood: Harris (3), Sparkle, Priest, Welham, Ward, Allen, Curtis, Reid, Stevens. xyxy=(168,653,312,710)
article-paragraph: The first subscription on the Bourse for the victims' families amounts to £3000. xyxy=(478,1105,622,1125)
dateline: London, September 28. xyxy=(202,82,278,92)
article-paragraph: The Hon. Ormond moved that the Council expresses its satisfaction with the land settlement proposals outlined in the Financial Statement, especially that in addition to the present system for the disposal of Crown lands, settlement by associations of intending settlers was to be encouraged in conjunction with the construction of public works. The Government, he said, were projecting a railway connecting Hawke's Bay with the Bay of Plenty, and there was an opportunity for carrying out an effective scheme of settlement. Much of the land between Gisborne and Opotiki was first class, though the greater portion, if not so good, railway construction works would provide employment for settlers in the vicinity. If the Government carried out such a scheme it was essential land should be acquired compulsorily from natives and Europeans alike. It would, of course, require a good deal to acquire these lands, but in the end it would be found to pay twenty-fold. Acquisition should be made in advance of the railway, if the value of the land increased. This system of settlement would result in the revaluation of the lands settlement question to the advantage of the Dominion as a whole. xyxy=(943,737,1088,1020)
subheading: WOOL FREIGHTS INCREASED. xyxy=(796,927,924,938)
article-paragraph: Three hundred and forty men employed at the Great Southern's locomotive works at Limerick have been discharged. xyxy=(478,358,622,387)
heading-general-cables: GENERAL CABLES. xyxy=(804,39,916,51)
dateline: Ottawa, September 28. xyxy=(978,82,1053,92)
article-paragraph: Rain has fallen over the greater part of the wheat belt, and will prove of great service to many of the growing crops, which were threatened with failure. xyxy=(788,659,932,697)
